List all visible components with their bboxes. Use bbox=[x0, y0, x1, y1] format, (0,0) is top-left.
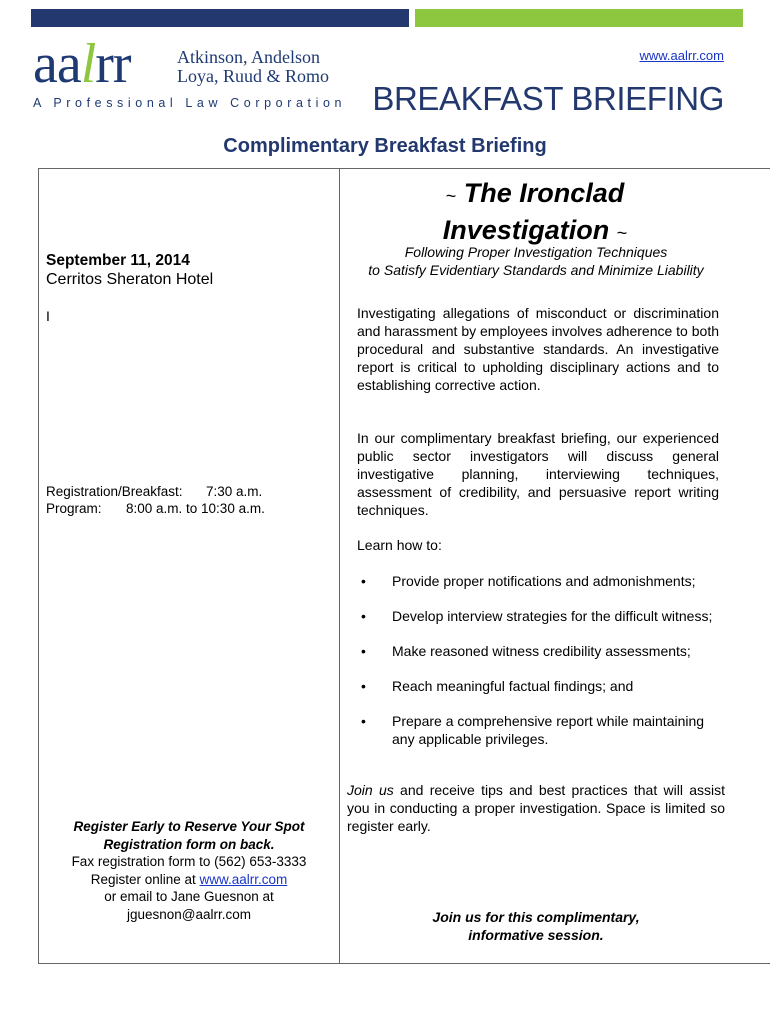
description-paragraph: In our complimentary breakfast briefing, our experienced public sector investigators will discuss general investigative planning, interviewing techniques, assessment of credibility, and persuasive report writing techniques. bbox=[357, 430, 719, 518]
join-paragraph: Join us and receive tips and best practices that will assist you in conducting a proper investigation. Space is limited so register early. bbox=[347, 782, 726, 834]
list-item: • Make reasoned witness credibility assessments; bbox=[361, 643, 691, 659]
schedule-row: Program: 8:00 a.m. to 10:30 a.m. bbox=[46, 501, 265, 516]
list-item: • Provide proper notifications and admonishments; bbox=[361, 573, 696, 589]
firm-logo bbox=[33, 33, 347, 120]
page-subtitle: Complimentary Breakfast Briefing bbox=[223, 135, 547, 157]
registration-info: Register Early to Reserve Your Spot Registration form on back. Fax registration form to (562) 653-3333 Register online at www.aalrr.com or email to Jane Guesnon at jguesnon@aalrr.com bbox=[38, 818, 340, 923]
bullet-icon: • bbox=[361, 608, 366, 624]
fax-line: Fax registration form to (562) 653-3333 bbox=[71, 854, 307, 869]
firm-name: Atkinson, Andelson Loya, Ruud & Romo bbox=[177, 47, 329, 86]
event-schedule bbox=[46, 483, 265, 517]
intro-paragraph: Investigating allegations of misconduct or discrimination and harassment by employees involves adherence to both procedural and substantive standards. An investigative report is critical to upholding disciplinary actions and to establishing corrective action. bbox=[357, 305, 719, 393]
online-line: Register online at www.aalrr.com bbox=[90, 871, 288, 887]
header-bar-green bbox=[415, 9, 743, 27]
stray-marker: I bbox=[46, 308, 50, 324]
bullet-icon: • bbox=[361, 643, 366, 659]
event-venue: Cerritos Sheraton Hotel bbox=[46, 271, 214, 288]
bullet-icon: • bbox=[361, 573, 366, 589]
learn-heading: Learn how to: bbox=[357, 537, 442, 553]
briefing-title: ~ The Ironclad Investigation ~ bbox=[442, 178, 628, 245]
logo-wordmark: aalrr bbox=[33, 33, 131, 95]
header-bar-navy bbox=[31, 9, 409, 27]
event-date: September 11, 2014 bbox=[46, 252, 190, 269]
list-item: • Reach meaningful factual findings; and bbox=[361, 678, 634, 694]
list-item: • Prepare a comprehensive report while maintaining any applicable privileges. bbox=[361, 713, 705, 747]
page-title: BREAKFAST BRIEFING bbox=[372, 80, 724, 117]
website-link[interactable]: www.aalrr.com bbox=[639, 48, 724, 63]
contact-email[interactable]: jguesnon@aalrr.com bbox=[126, 906, 252, 922]
right-column bbox=[339, 168, 770, 964]
list-item: • Develop interview strategies for the difficult witness; bbox=[361, 608, 713, 624]
bullet-icon: • bbox=[361, 713, 366, 729]
closing-line: Join us for this complimentary, informative session. bbox=[432, 909, 640, 943]
learning-objectives bbox=[357, 572, 727, 748]
bullet-icon: • bbox=[361, 678, 366, 694]
schedule-row: Registration/Breakfast: 7:30 a.m. bbox=[46, 484, 263, 499]
firm-tagline: A Professional Law Corporation bbox=[33, 96, 347, 110]
briefing-subtitle: Following Proper Investigation Techniques to Satisfy Evidentiary Standards and Minimize Liability bbox=[368, 244, 704, 278]
register-online-link[interactable]: www.aalrr.com bbox=[199, 871, 288, 887]
